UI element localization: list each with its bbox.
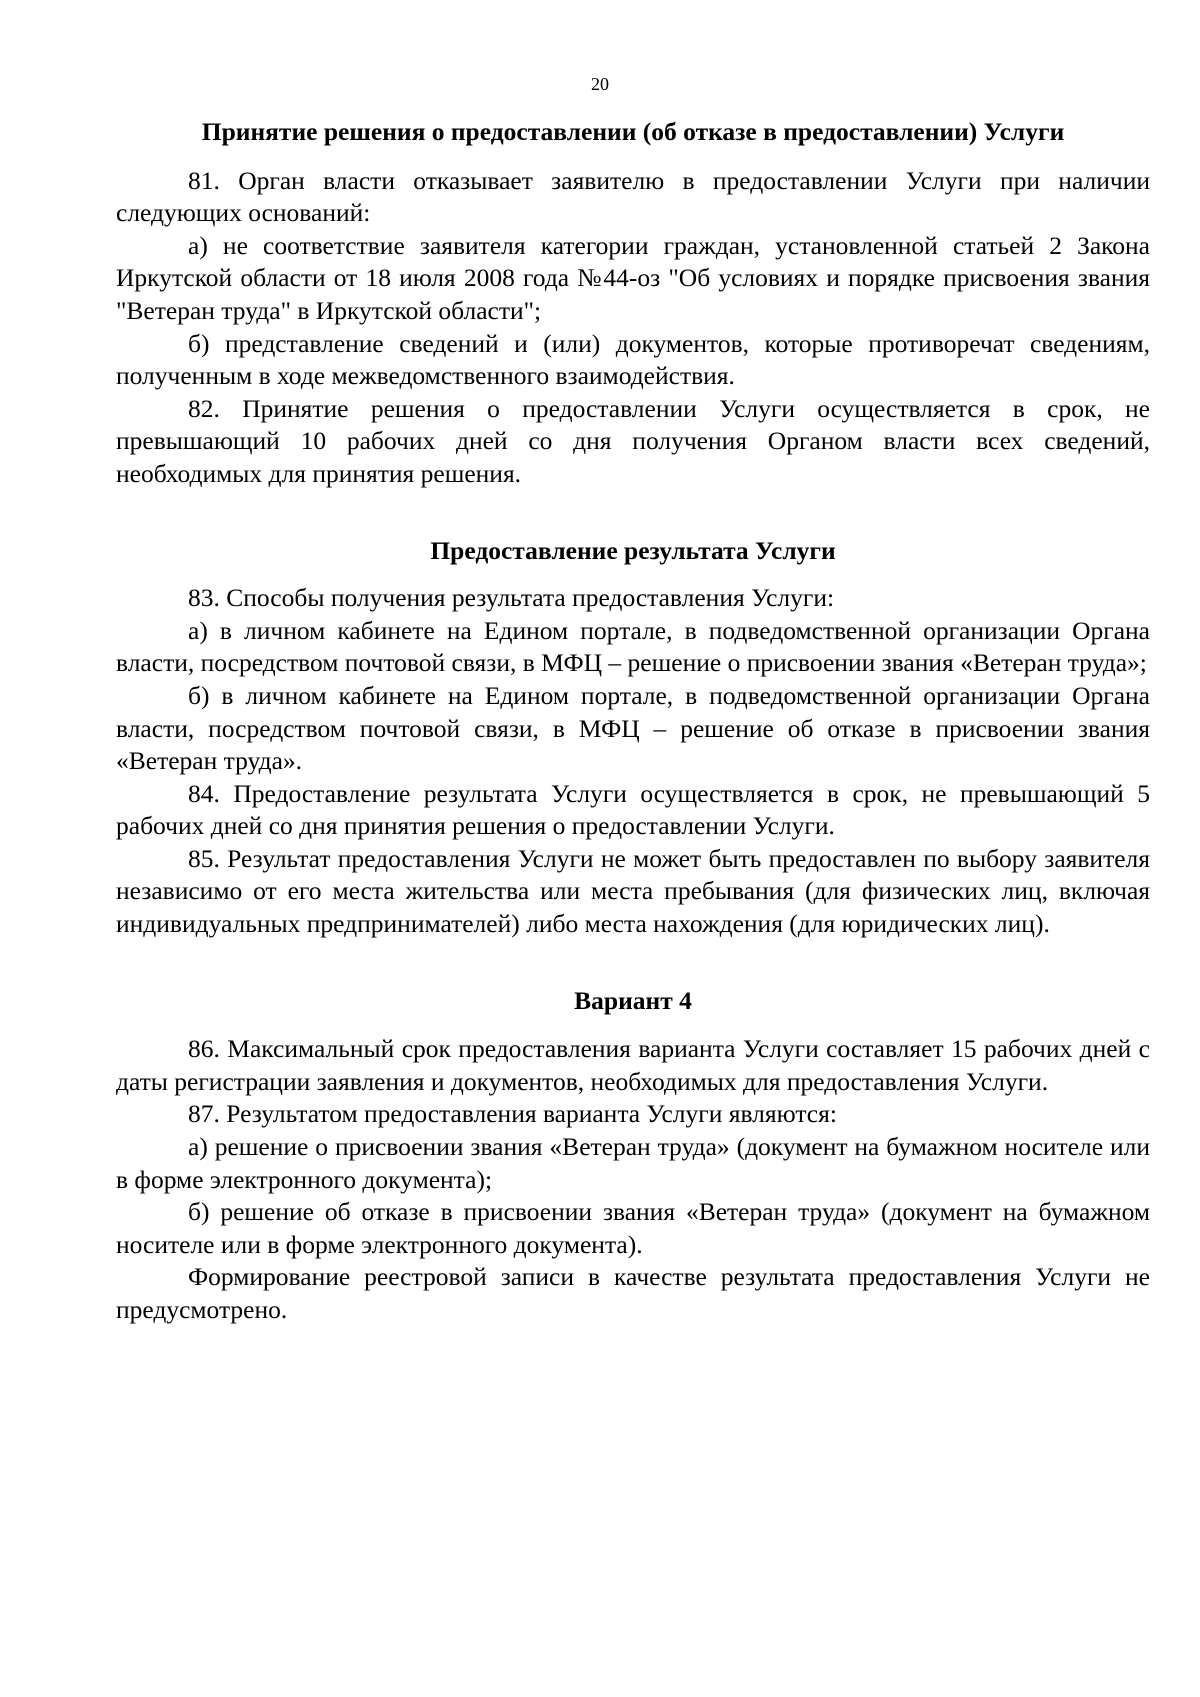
paragraph-81-b: б) представление сведений и (или) документов, которые противоречат сведениям, полученным в ходе межведомственного взаимодействия. [116, 328, 1150, 391]
paragraph-81: 81. Орган власти отказывает заявителю в предоставлении Услуги при наличии следующих оснований: [116, 165, 1150, 228]
paragraph-84: 84. Предоставление результата Услуги осуществляется в срок, не превышающий 5 рабочих дней со дня принятия решения о предоставлении Услуги. [116, 778, 1150, 841]
section-heading-variant-4: Вариант 4 [574, 985, 692, 1015]
paragraph-83: 83. Способы получения результата предоставления Услуги: [188, 583, 835, 613]
paragraph-83-a: а) в личном кабинете на Едином портале, в подведомственной организации Органа власти, посредством почтовой связи, в МФЦ – решение о присвоении звания «Ветеран труда»; [116, 615, 1150, 678]
paragraph-83-b: б) в личном кабинете на Едином портале, в подведомственной организации Органа власти, посредством почтовой связи, в МФЦ – решение об отказе в присвоении звания «Ветеран труда». [116, 680, 1150, 776]
paragraph-85: 85. Результат предоставления Услуги не может быть предоставлен по выбору заявителя независимо от его места жительства или места пребывания (для физических лиц, включая индивидуальных предпринимателей) либо места нахождения (для юридических лиц). [116, 843, 1150, 939]
paragraph-87-a: а) решение о присвоении звания «Ветеран труда» (документ на бумажном носителе или в форме электронного документа); [116, 1132, 1150, 1194]
page-number: 20 [591, 74, 609, 94]
document-body [116, 116, 1150, 1327]
paragraph-81-a: а) не соответствие заявителя категории граждан, установленной статьей 2 Закона Иркутской области от 18 июля 2008 года №44-оз "Об условиях и порядке присвоения звания "Ветеран труда" в Иркутской области"; [116, 230, 1150, 325]
section-heading-decision: Принятие решения о предоставлении (об отказе в предоставлении) Услуги [201, 117, 1065, 146]
section-heading-result: Предоставление результата Услуги [430, 535, 836, 565]
paragraph-82: 82. Принятие решения о предоставлении Услуги осуществляется в срок, не превышающий 10 рабочих дней со дня получения Органом власти всех сведений, необходимых для принятия решения. [116, 393, 1150, 488]
paragraph-registry-note: Формирование реестровой записи в качестве результата предоставления Услуги не предусмотрено. [116, 1262, 1150, 1324]
paragraph-87-b: б) решение об отказе в присвоении звания «Ветеран труда» (документ на бумажном носителе или в форме электронного документа). [116, 1197, 1150, 1259]
paragraph-86: 86. Максимальный срок предоставления варианта Услуги составляет 15 рабочих дней с даты регистрации заявления и документов, необходимых для предоставления Услуги. [116, 1034, 1150, 1096]
paragraph-87: 87. Результатом предоставления варианта Услуги являются: [188, 1099, 837, 1129]
